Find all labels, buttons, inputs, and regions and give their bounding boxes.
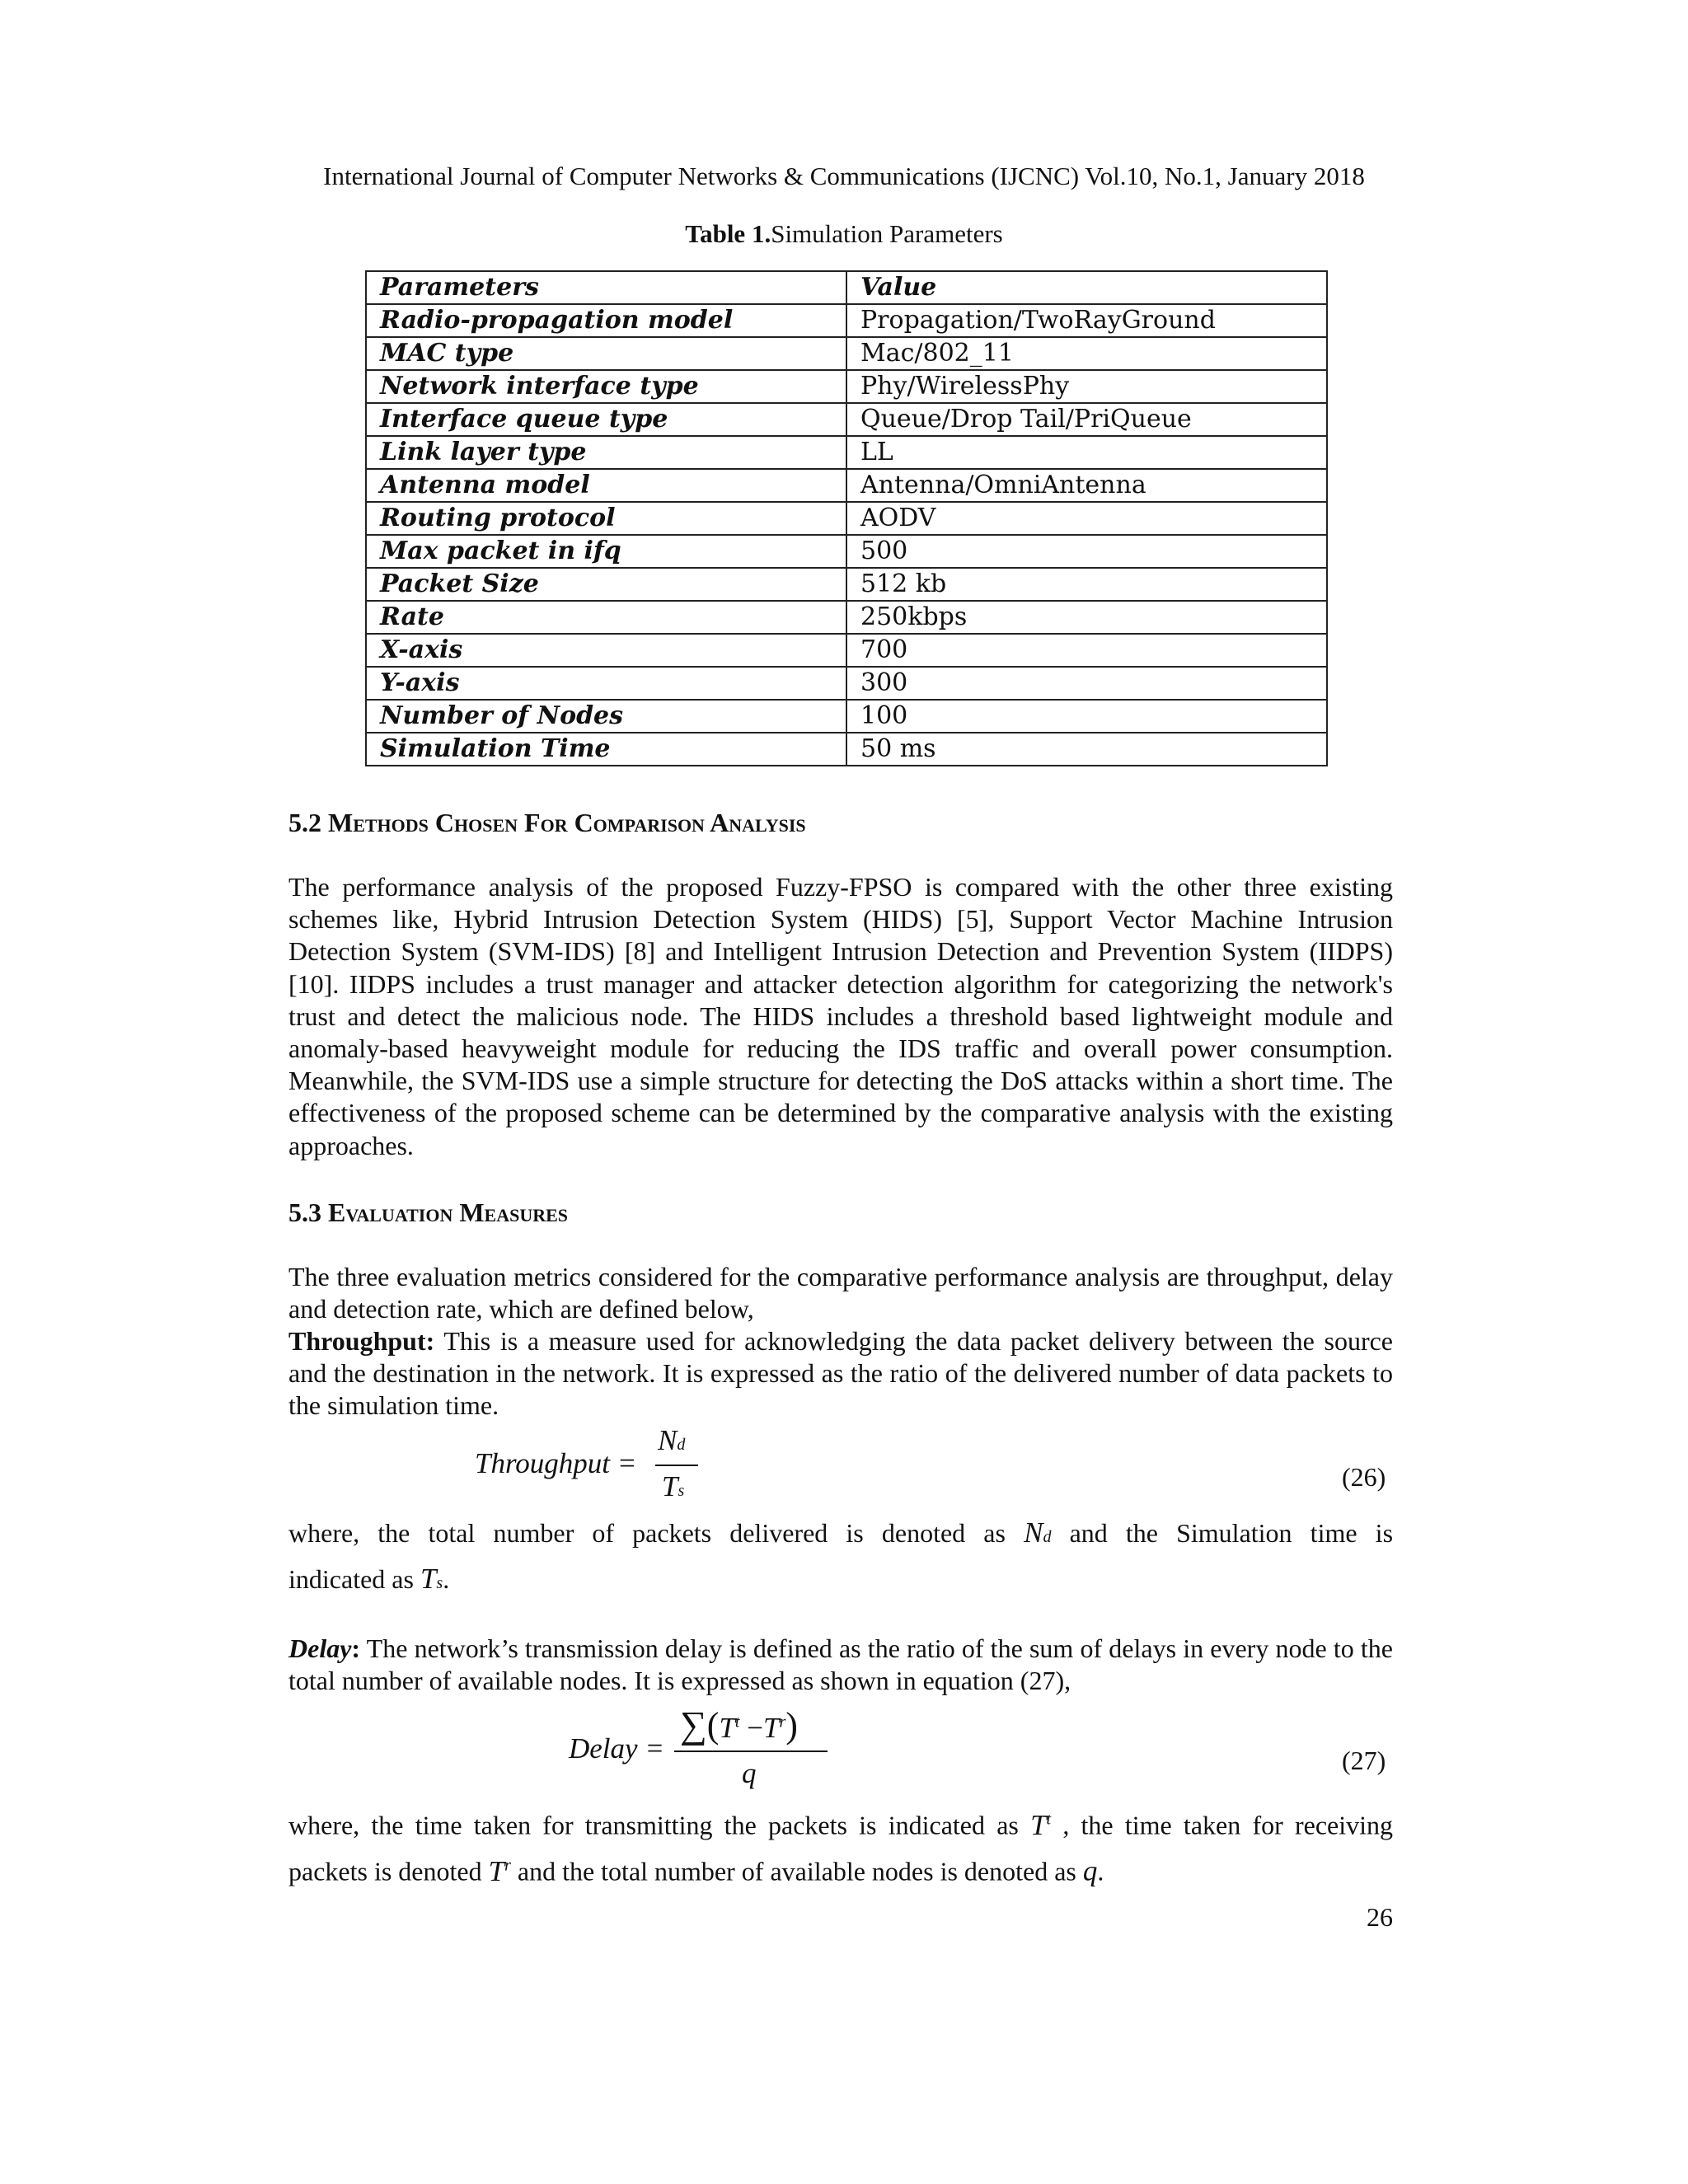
table-row xyxy=(366,403,1327,436)
equation-27-number: (27) xyxy=(1342,1746,1386,1775)
table-row xyxy=(366,436,1327,469)
table-caption-label: Table 1. xyxy=(685,219,771,248)
equation-26-where-line-1 xyxy=(288,1516,1393,1554)
parameter-name-cell: MAC type xyxy=(366,337,846,370)
parameter-value-cell: 100 xyxy=(846,700,1327,733)
parameter-value-cell: AODV xyxy=(846,502,1327,535)
symbol-t-transmit: T xyxy=(719,1712,735,1744)
equation-27-where-line-1 xyxy=(288,1803,1393,1842)
numerator-subscript: d xyxy=(677,1436,686,1454)
table-caption-text: Simulation Parameters xyxy=(771,219,1003,248)
where-text: packets is denoted xyxy=(288,1856,482,1886)
throughput-definition: This is a measure used for acknowledging the data packet delivery between the source and the destination in the network. It is expressed as the ratio of the delivered number of data packets to the simulation time. xyxy=(288,1326,1393,1421)
denominator-symbol: T xyxy=(662,1470,678,1502)
symbol-n: N xyxy=(1024,1516,1043,1549)
superscript-r: r xyxy=(779,1713,786,1732)
delay-paragraph xyxy=(288,1633,1393,1697)
close-paren: ) xyxy=(785,1705,798,1746)
symbol-ts xyxy=(420,1563,443,1595)
table-body xyxy=(366,271,1327,766)
equation-26-fraction-bar xyxy=(655,1465,698,1466)
parameter-name-cell: Simulation Time xyxy=(366,733,846,766)
parameter-value-cell: Propagation/TwoRayGround xyxy=(846,304,1327,337)
table-row xyxy=(366,304,1327,337)
period: . xyxy=(443,1564,450,1594)
equation-26-number: (26) xyxy=(1342,1462,1386,1492)
section-title: Evaluation Measures xyxy=(328,1197,569,1227)
section-5-2-paragraph: The performance analysis of the proposed Fuzzy-FPSO is compared with the other three existing schemes like, Hybrid Intrusion Detection System (HIDS) [5], Support Vector Machine Intrusion Detection System (SVM-IDS) [8] and Intelligent Intrusion Detection and Prevention System (IIDPS) [10]. IIDPS includes a trust manager and attacker detection algorithm for categorizing the network's trust and detect the malicious node. The HIDS includes a threshold based lightweight module and anomaly-based heavyweight module for reducing the IDS traffic and overall power consumption. Meanwhile, the SVM-IDS use a simple structure for detecting the DoS attacks within a short time. The effectiveness of the proposed scheme can be determined by the comparative analysis with the existing approaches. xyxy=(288,872,1393,1160)
parameter-value-cell: Antenna/OmniAntenna xyxy=(846,469,1327,502)
equation-27-lhs: Delay = xyxy=(569,1732,664,1765)
period: . xyxy=(1097,1856,1104,1886)
parameter-value-cell: 512 kb xyxy=(846,568,1327,601)
symbol-t-subscript: s xyxy=(436,1574,443,1592)
page-number: 26 xyxy=(1367,1902,1393,1932)
symbol-q: q xyxy=(1082,1854,1098,1887)
parameter-value-cell: Phy/WirelessPhy xyxy=(846,370,1327,403)
equation-26-where-line-2 xyxy=(288,1563,1393,1600)
superscript-t: t xyxy=(1046,1810,1052,1828)
table-row xyxy=(366,337,1327,370)
section-number: 5.2 xyxy=(288,808,321,837)
parameter-name-cell: Rate xyxy=(366,601,846,634)
equation-26-numerator xyxy=(658,1424,685,1457)
parameter-value-cell: Queue/Drop Tail/PriQueue xyxy=(846,403,1327,436)
parameter-value-cell: 300 xyxy=(846,667,1327,700)
open-paren: ( xyxy=(706,1705,720,1746)
parameter-name-cell: Interface queue type xyxy=(366,403,846,436)
table-row xyxy=(366,568,1327,601)
table-row xyxy=(366,469,1327,502)
delay-definition: The network’s transmission delay is defined as the ratio of the sum of delays in every node to the total number of available nodes. It is expressed as shown in equation (27), xyxy=(288,1633,1393,1696)
superscript-r: r xyxy=(504,1856,511,1874)
parameter-value-cell: LL xyxy=(846,436,1327,469)
parameter-value-cell: Mac/802_11 xyxy=(846,337,1327,370)
parameter-value-cell: 250kbps xyxy=(846,601,1327,634)
equation-26-lhs: Throughput = xyxy=(475,1447,637,1479)
where-text: where, the total number of packets delivered is denoted as xyxy=(288,1518,1006,1548)
table-header-row xyxy=(366,271,1327,304)
parameter-name-cell: Antenna model xyxy=(366,469,846,502)
parameter-name-cell: Link layer type xyxy=(366,436,846,469)
table-row xyxy=(366,535,1327,568)
symbol-t: T xyxy=(420,1563,437,1595)
table-row xyxy=(366,700,1327,733)
parameter-value-cell: 700 xyxy=(846,634,1327,667)
evaluation-intro-paragraph: The three evaluation metrics considered for the comparative performance analysis are throughput, delay and detection rate, which are defined below, xyxy=(288,1262,1393,1324)
superscript-t: t xyxy=(734,1713,740,1732)
table-row xyxy=(366,601,1327,634)
table-header-cell: Parameters xyxy=(366,271,846,304)
parameter-value-cell: 50 ms xyxy=(846,733,1327,766)
table-row xyxy=(366,370,1327,403)
equation-27-where-line-2 xyxy=(288,1849,1393,1888)
parameter-name-cell: X-axis xyxy=(366,634,846,667)
table-row xyxy=(366,667,1327,700)
delay-colon: : xyxy=(351,1633,361,1663)
equation-27-numerator xyxy=(680,1703,798,1746)
parameter-name-cell: Y-axis xyxy=(366,667,846,700)
parameter-name-cell: Radio-propagation model xyxy=(366,304,846,337)
parameter-name-cell: Network interface type xyxy=(366,370,846,403)
equation-27-fraction-bar xyxy=(674,1750,828,1752)
parameter-value-cell: 500 xyxy=(846,535,1327,568)
parameter-name-cell: Routing protocol xyxy=(366,502,846,535)
section-5-2-heading xyxy=(288,806,806,839)
symbol-nd xyxy=(1024,1516,1051,1549)
delay-term: Delay xyxy=(288,1633,352,1663)
section-number: 5.3 xyxy=(288,1197,321,1227)
parameter-name-cell: Max packet in ifq xyxy=(366,535,846,568)
where-text: where, the time taken for transmitting the packets is indicated as xyxy=(288,1810,1019,1840)
numerator-symbol: N xyxy=(658,1424,678,1456)
sum-symbol: ∑ xyxy=(680,1704,707,1746)
table-row xyxy=(366,634,1327,667)
symbol-t: T xyxy=(1030,1808,1047,1841)
throughput-term: Throughput: xyxy=(288,1326,435,1356)
denominator-subscript: s xyxy=(678,1482,685,1500)
where-text: indicated as xyxy=(288,1564,414,1594)
table-row xyxy=(366,502,1327,535)
symbol-t-t xyxy=(1030,1809,1051,1841)
minus-sign: − xyxy=(747,1712,763,1744)
simulation-parameters-table xyxy=(365,270,1328,766)
running-header: International Journal of Computer Networks & Communications (IJCNC) Vol.10, No.1, January 2018 xyxy=(323,162,1365,190)
symbol-n-subscript: d xyxy=(1043,1528,1052,1546)
section-title: Methods Chosen For Comparison Analysis xyxy=(328,808,806,837)
where-text: and the Simulation time is xyxy=(1069,1518,1394,1548)
symbol-t-receive: T xyxy=(762,1712,780,1744)
where-text: , the time taken for receiving xyxy=(1062,1810,1394,1840)
equation-27-denominator: q xyxy=(742,1757,757,1789)
symbol-t-r xyxy=(489,1855,511,1887)
parameter-name-cell: Number of Nodes xyxy=(366,700,846,733)
where-text: and the total number of available nodes is denoted as xyxy=(517,1856,1076,1886)
throughput-paragraph xyxy=(288,1325,1393,1422)
equation-26-denominator xyxy=(662,1470,684,1503)
table-header-cell: Value xyxy=(846,271,1327,304)
section-5-3-heading xyxy=(288,1196,568,1229)
parameter-name-cell: Packet Size xyxy=(366,568,846,601)
table-caption xyxy=(0,219,1688,249)
symbol-t: T xyxy=(488,1854,505,1887)
table-row xyxy=(366,733,1327,766)
